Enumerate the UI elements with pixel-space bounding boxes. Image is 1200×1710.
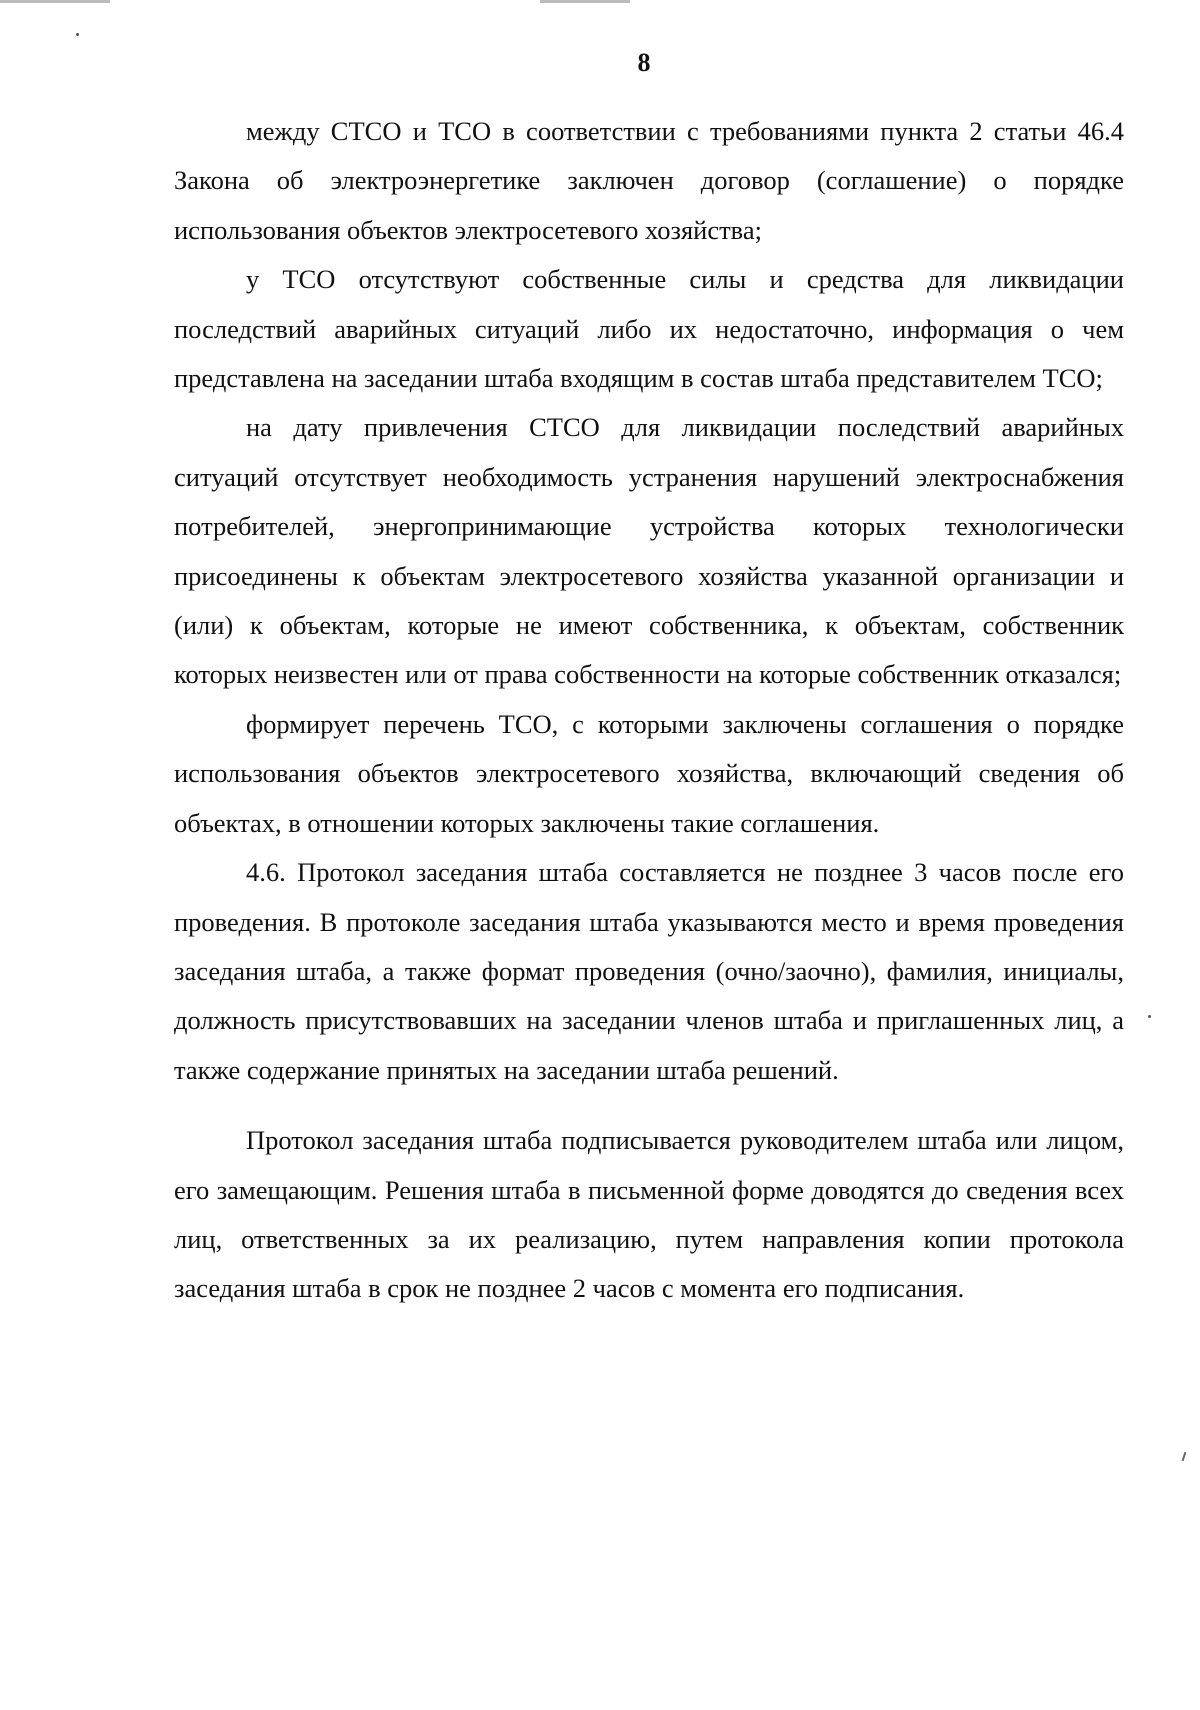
paragraph-no-need-repair: на дату привлечения СТСО для ликвидации последствий аварийных ситуаций отсутствует необходимость устранения нарушений электроснабжения потребителей, энергопринимающие устройства которых технологически присоединены к объектам электросетевого хозяйства указанной организации и (или) к объектам, которые не имеют собственника, к объектам, собственник которых неизвестен или от права собственности на которые собственник отказался; (174, 412, 1124, 690)
page-number: 8 (637, 48, 651, 77)
scan-artifact (1148, 1015, 1151, 1018)
paragraph-protocol-signing: Протокол заседания штаба подписывается руководителем штаба или лицом, его замещающим. Решения штаба в письменной форме доводятся до сведения всех лиц, ответственных за их реализацию, путем направления копии протокола заседания штаба в срок не позднее 2 часов с момента его подписания. (174, 1125, 1124, 1304)
paragraph-forms-list: формирует перечень ТСО, с которыми заключены соглашения о порядке использования объектов электросетевого хозяйства, включающий сведения об объектах, в отношении которых заключены такие соглашения. (174, 708, 1124, 838)
paragraph-insufficient-resources: у ТСО отсутствуют собственные силы и средства для ликвидации последствий аварийных ситуаций либо их недостаточно, информация о чем представлена на заседании штаба входящим в состав штаба представителем ТСО; (174, 264, 1124, 394)
paragraph-agreement-condition: между СТСО и ТСО в соответствии с требованиями пункта 2 статьи 46.4 Закона об электроэнергетике заключен договор (соглашение) о порядке использования объектов электросетевого хозяйства; (174, 116, 1124, 245)
document-body (174, 107, 1124, 1314)
scan-artifact (0, 0, 110, 3)
scan-artifact (1182, 1452, 1187, 1461)
paragraph-4-6-protocol: 4.6. Протокол заседания штаба составляется не позднее 3 часов после его проведения. В протоколе заседания штаба указываются место и время проведения заседания штаба, а также формат проведения (очно/заочно), фамилия, инициалы, должность присутствовавших на заседании членов штаба и приглашенных лиц, а также содержание принятых на заседании штаба решений. (174, 857, 1124, 1085)
scan-artifact (540, 0, 630, 3)
scan-artifact (76, 33, 79, 36)
